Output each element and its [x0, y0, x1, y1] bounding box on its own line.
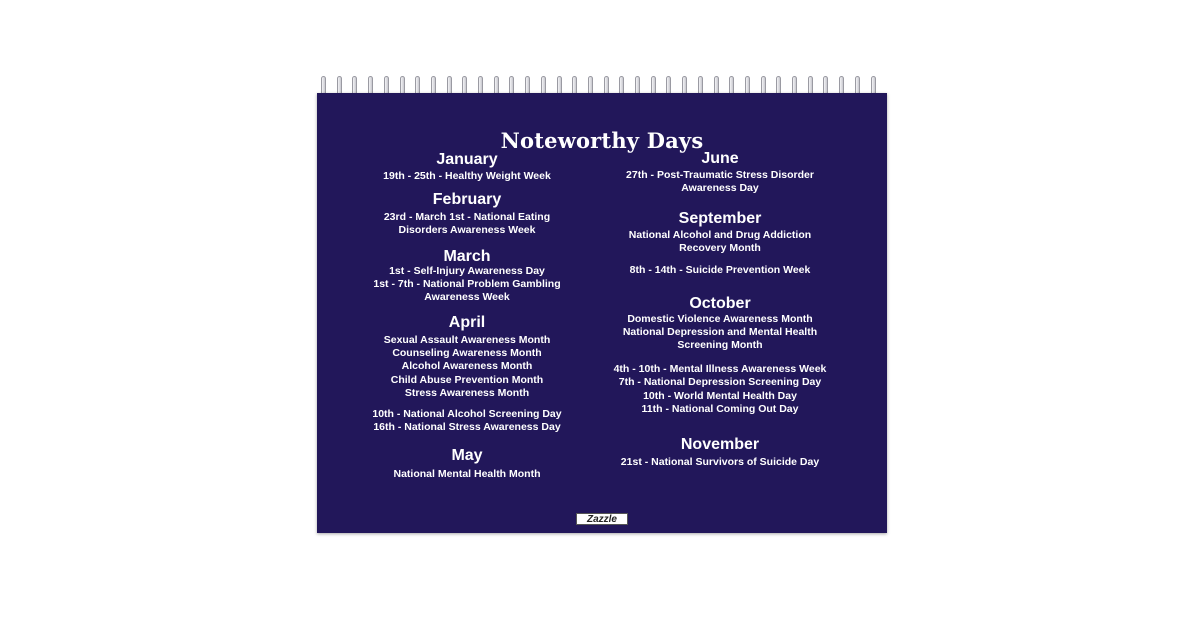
event-line: 16th - National Stress Awareness Day [373, 421, 561, 433]
event-line: 4th - 10th - Mental Illness Awareness Week [613, 363, 827, 375]
event-line: 10th - World Mental Health Day [643, 390, 797, 402]
event-line: 1st - 7th - National Problem Gambling [373, 278, 561, 290]
event-line: Child Abuse Prevention Month [390, 374, 544, 386]
event-line: National Mental Health Month [393, 468, 541, 480]
event-line: Counseling Awareness Month [392, 347, 542, 359]
event-line: 21st - National Survivors of Suicide Day [620, 456, 820, 468]
event-line: 23rd - March 1st - National Eating [383, 211, 551, 223]
event-line: 19th - 25th - Healthy Weight Week [383, 170, 551, 182]
event-line: National Depression and Mental Health [622, 326, 818, 338]
zazzle-logo: Zazzle [576, 513, 628, 525]
event-line: 7th - National Depression Screening Day [618, 376, 822, 388]
event-line: 10th - National Alcohol Screening Day [372, 408, 562, 420]
event-line: National Alcohol and Drug Addiction [628, 229, 812, 241]
month-heading-october: October [689, 295, 751, 312]
month-heading-april: April [448, 314, 486, 331]
event-line: 11th - National Coming Out Day [641, 403, 799, 415]
event-line: 8th - 14th - Suicide Prevention Week [629, 264, 811, 276]
calendar-page [317, 93, 887, 533]
event-line: 1st - Self-Injury Awareness Day [389, 265, 545, 277]
month-heading-november: November [680, 436, 760, 453]
event-line: Recovery Month [679, 242, 761, 254]
event-line: Sexual Assault Awareness Month [383, 334, 551, 346]
event-line: Screening Month [677, 339, 763, 351]
month-heading-september: September [678, 210, 762, 227]
event-line: Domestic Violence Awareness Month [627, 313, 813, 325]
event-line: Disorders Awareness Week [398, 224, 536, 236]
event-line: Alcohol Awareness Month [401, 360, 533, 372]
month-heading-february: February [432, 191, 502, 208]
event-line: Awareness Day [681, 182, 759, 194]
month-heading-january: January [436, 151, 498, 168]
event-line: Awareness Week [424, 291, 510, 303]
month-heading-may: May [451, 447, 483, 464]
event-line: Stress Awareness Month [404, 387, 530, 399]
event-line: 27th - Post-Traumatic Stress Disorder [626, 169, 814, 181]
month-heading-march: March [443, 248, 491, 265]
page-title: Noteworthy Days [500, 128, 704, 153]
month-heading-june: June [701, 150, 739, 167]
